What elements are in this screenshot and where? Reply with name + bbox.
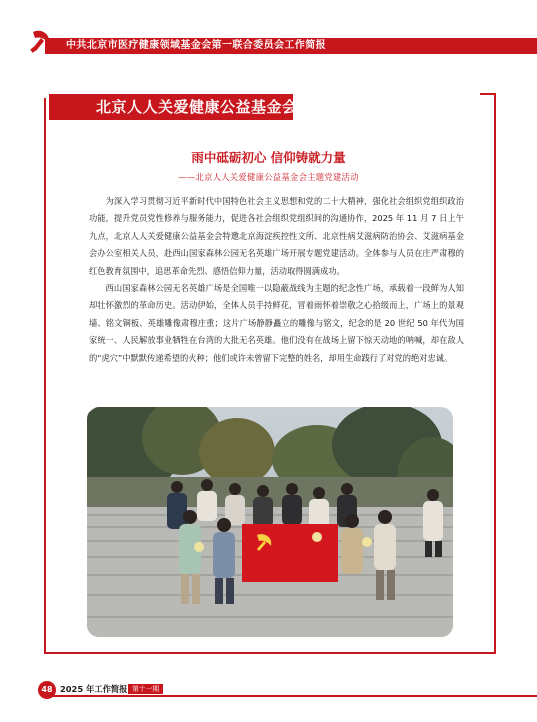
page-number: 48 [38, 681, 56, 699]
footer-line [47, 695, 537, 697]
header-title: 中共北京市医疗健康领域基金会第一联合委员会工作简报 [66, 40, 326, 51]
issue-badge: 第十一期 [128, 684, 163, 694]
article-body [89, 193, 464, 367]
page-header [0, 0, 537, 60]
article-subtitle: ——北京人人关爱健康公益基金会主题党建活动 [178, 172, 359, 182]
article-paragraph-2: 西山国家森林公园无名英雄广场是全国唯一以隐蔽战线为主题的纪念性广场，承载着一段鲜为人知却壮怀激烈的革命历史。活动伊始，全体人员手持鲜花，冒着雨怀着崇敬之心拾级而上，广场上的景观墙、铭文铜板、英雄雕像肃穆庄重；这片广场静静矗立的雕像与铭文，纪念的是 20 世纪 50 年代为国家统一、人民解放事业牺牲在台湾的大批无名英雄。他们没有在战场上留下惊天动地的呐喊，却在敌人的“虎穴”中默默传递希望的火种；他们或许未曾留下完整的姓名，却用生命践行了对党的绝对忠诚。 [89, 283, 464, 363]
footer-label: 2025 年工作简报 [60, 684, 128, 694]
group-photo-image [87, 407, 453, 637]
section-banner-title: 北京人人关爱健康公益基金会 [96, 98, 298, 116]
article-paragraph-1: 为深入学习贯彻习近平新时代中国特色社会主义思想和党的二十大精神，强化社会组织党组织政治功能，提升党员党性修养与服务能力，促进各社会组织党组织间的沟通协作，2025 年 11 月 7 日上午九点，北京人人关爱健康公益基金会特邀北京海淀疾控性文所、北京性病艾滋病防治协会、艾滋病基金会办公室相关人员，赴西山国家森林公园无名英雄广场开展专题党建活动。全体参与人员在庄严肃穆的红色教育氛围中，追思革命先烈、感悟信仰力量，活动取得圆满成功。 [89, 196, 464, 276]
article-title: 雨中砥砺初心 信仰铸就力量 [191, 150, 346, 165]
group-photo [87, 407, 453, 637]
